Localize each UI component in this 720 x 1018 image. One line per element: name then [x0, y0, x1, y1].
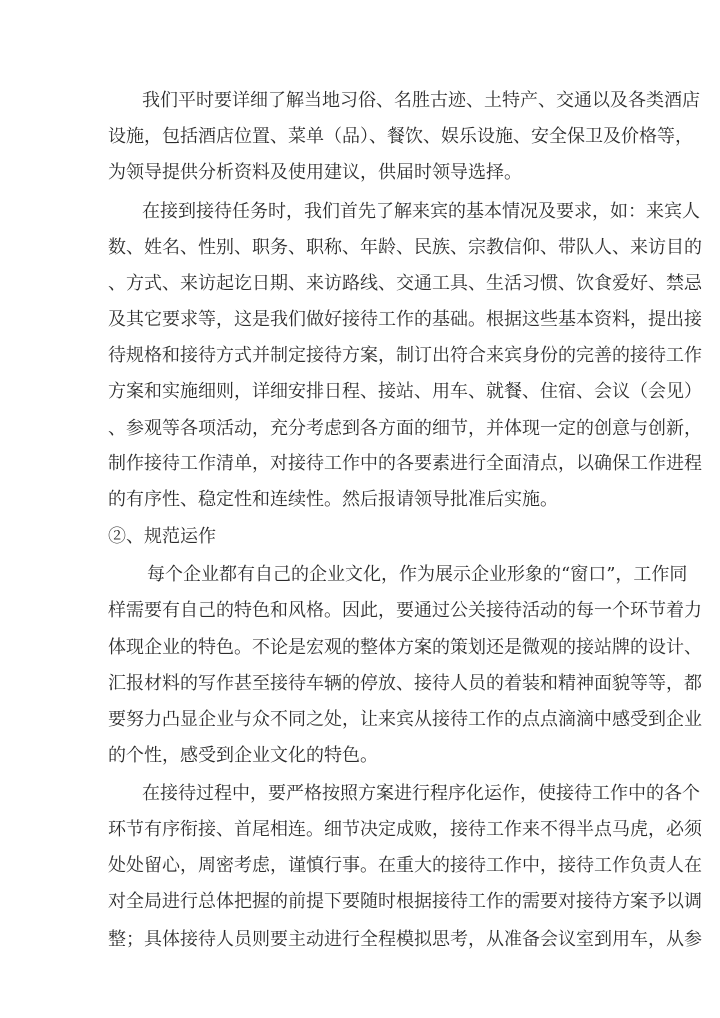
paragraph-line: 整；具体接待人员则要主动进行全程模拟思考，从准备会议室到用车，从参 — [108, 929, 702, 950]
paragraph-line: 环节有序衔接、首尾相连。细节决定成败，接待工作来不得半点马虎，必须 — [108, 819, 702, 840]
paragraph-line: 体现企业的特色。不论是宏观的整体方案的策划还是微观的接站牌的设计、 — [108, 637, 702, 658]
paragraph-line: 待规格和接待方式并制定接待方案，制订出符合来宾身份的完善的接待工作 — [108, 345, 702, 366]
paragraph-line: 我们平时要详细了解当地习俗、名胜古迹、土特产、交通以及各类酒店 — [142, 90, 700, 111]
paragraph-line: 在接到接待任务时，我们首先了解来宾的基本情况及要求，如：来宾人 — [142, 201, 700, 222]
paragraph-line: 制作接待工作清单，对接待工作中的各要素进行全面清点，以确保工作进程 — [108, 453, 702, 474]
paragraph-line: 为领导提供分析资料及使用建议，供届时领导选择。 — [108, 162, 522, 183]
paragraph-line: 、参观等各项活动，充分考虑到各方面的细节，并体现一定的创意与创新， — [108, 418, 702, 439]
paragraph-line: 设施，包括酒店位置、菜单（品）、餐饮、娱乐设施、安全保卫及价格等， — [108, 126, 693, 147]
paragraph-line: 要努力凸显企业与众不同之处，让来宾从接待工作的点点滴滴中感受到企业 — [108, 709, 702, 730]
paragraph-line: 汇报材料的写作甚至接待车辆的停放、接待人员的着装和精神面貌等等，都 — [108, 673, 702, 694]
paragraph-line: 处处留心，周密考虑，谨慎行事。在重大的接待工作中，接待工作负责人在 — [108, 855, 702, 876]
section-heading: ②、规范运作 — [108, 526, 216, 547]
paragraph-line: 、方式、来访起讫日期、来访路线、交通工具、生活习惯、饮食爱好、禁忌 — [108, 273, 702, 294]
paragraph-line: 数、姓名、性别、职务、职称、年龄、民族、宗教信仰、带队人、来访目的 — [108, 237, 702, 258]
paragraph-line: 对全局进行总体把握的前提下要随时根据接待工作的需要对接待方案予以调 — [108, 891, 702, 912]
paragraph-line: 的个性，感受到企业文化的特色。 — [108, 745, 378, 766]
paragraph-line: 的有序性、稳定性和连续性。然后报请领导批准后实施。 — [108, 489, 558, 510]
paragraph-line: 每个企业都有自己的企业文化，作为展示企业形象的“窗口”，工作同 — [147, 564, 688, 585]
paragraph-line: 在接待过程中，要严格按照方案进行程序化运作，使接待工作中的各个 — [142, 783, 700, 804]
paragraph-line: 方案和实施细则，详细安排日程、接站、用车、就餐、住宿、会议（会见） — [108, 381, 702, 402]
paragraph-line: 样需要有自己的特色和风格。因此，要通过公关接待活动的每一个环节着力 — [108, 600, 702, 621]
paragraph-line: 及其它要求等，这是我们做好接待工作的基础。根据这些基本资料，提出接 — [108, 309, 702, 330]
